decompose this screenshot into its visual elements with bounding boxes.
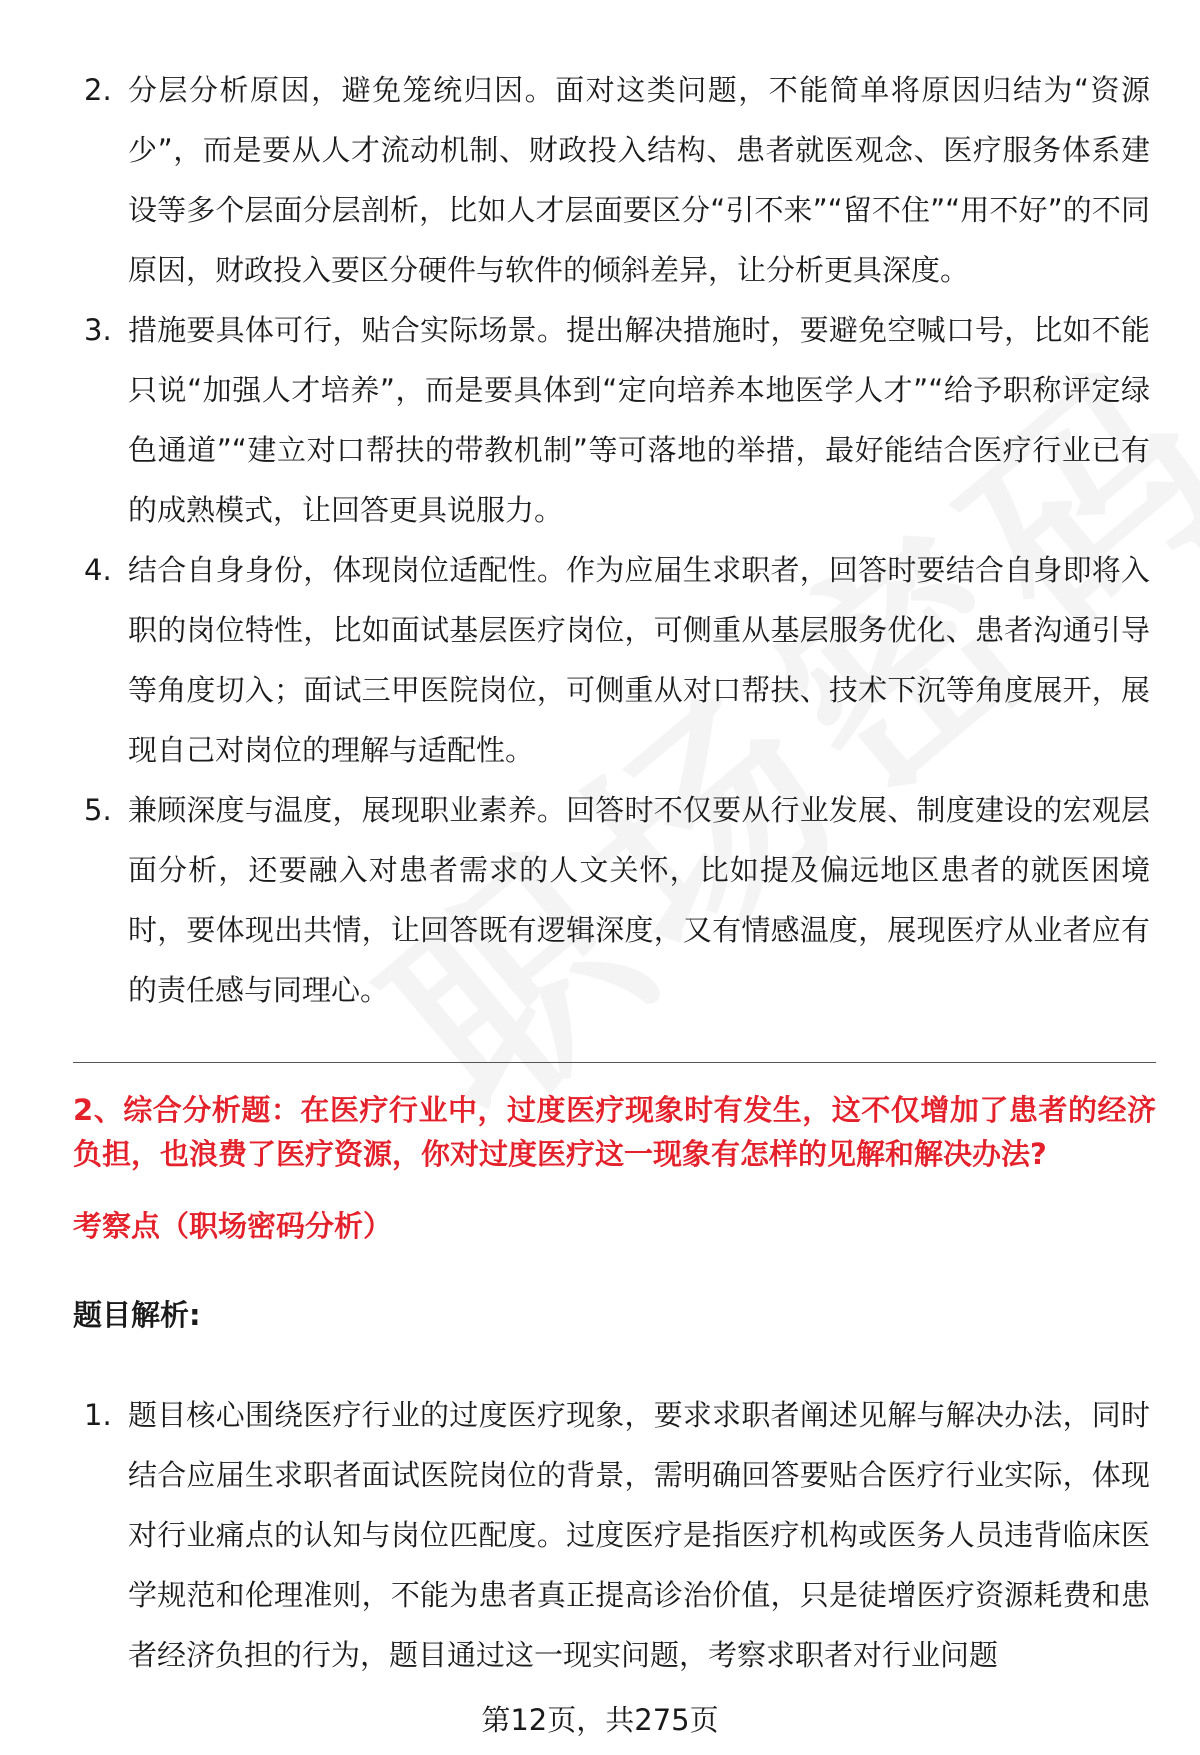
list-item-text: 兼顾深度与温度，展现职业素养。回答时不仅要从行业发展、制度建设的宏观层面分析，还要融入对患者需求的人文关怀，比如提及偏远地区患者的就医困境时，要体现出共情，让回答既有逻辑深度，又有情感温度，展现医疗从业者应有的责任感与同理心。 bbox=[128, 793, 1150, 1007]
list-item bbox=[80, 780, 1150, 1020]
list-item bbox=[80, 300, 1150, 540]
list-item-text: 结合自身身份，体现岗位适配性。作为应届生求职者，回答时要结合自身即将入职的岗位特性，比如面试基层医疗岗位，可侧重从基层服务优化、患者沟通引导等角度切入；面试三甲医院岗位，可侧重从对口帮扶、技术下沉等角度展开，展现自己对岗位的理解与适配性。 bbox=[128, 553, 1150, 767]
list-item-number: 4. bbox=[84, 553, 112, 587]
list-item-number: 5. bbox=[84, 793, 112, 827]
list-item-number: 1. bbox=[84, 1398, 112, 1432]
list-item bbox=[80, 1385, 1150, 1685]
list-item bbox=[80, 60, 1150, 300]
list-item-number: 2. bbox=[84, 73, 112, 107]
section-divider bbox=[73, 1062, 1156, 1063]
analysis-label: 题目解析: bbox=[73, 1298, 201, 1332]
page-number-footer: 第12页，共275页 bbox=[481, 1703, 719, 1737]
assessment-point-heading: 考察点（职场密码分析） bbox=[73, 1209, 393, 1243]
list-item-text: 措施要具体可行，贴合实际场景。提出解决措施时，要避免空喊口号，比如不能只说“加强人才培养”，而是要具体到“定向培养本地医学人才”“给予职称评定绿色通道”“建立对口帮扶的带教机制”等可落地的举措，最好能结合医疗行业已有的成熟模式，让回答更具说服力。 bbox=[128, 313, 1150, 527]
bottom-numbered-list bbox=[80, 1385, 1150, 1685]
list-item-text: 分层分析原因，避免笼统归因。面对这类问题，不能简单将原因归结为“资源少”，而是要从人才流动机制、财政投入结构、患者就医观念、医疗服务体系建设等多个层面分层剖析，比如人才层面要区分“引不来”“留不住”“用不好”的不同原因，财政投入要区分硬件与软件的倾斜差异，让分析更具深度。 bbox=[128, 73, 1150, 287]
list-item-text: 题目核心围绕医疗行业的过度医疗现象，要求求职者阐述见解与解决办法，同时结合应届生求职者面试医院岗位的背景，需明确回答要贴合医疗行业实际，体现对行业痛点的认知与岗位匹配度。过度医疗是指医疗机构或医务人员违背临床医学规范和伦理准则，不能为患者真正提高诊治价值，只是徒增医疗资源耗费和患者经济负担的行为，题目通过这一现实问题，考察求职者对行业问题 bbox=[128, 1398, 1150, 1672]
list-item-number: 3. bbox=[84, 313, 112, 347]
list-item bbox=[80, 540, 1150, 780]
top-numbered-list bbox=[80, 60, 1150, 1020]
question-heading: 2、综合分析题：在医疗行业中，过度医疗现象时有发生，这不仅增加了患者的经济负担，也浪费了医疗资源，你对过度医疗这一现象有怎样的见解和解决办法? bbox=[73, 1093, 1156, 1171]
